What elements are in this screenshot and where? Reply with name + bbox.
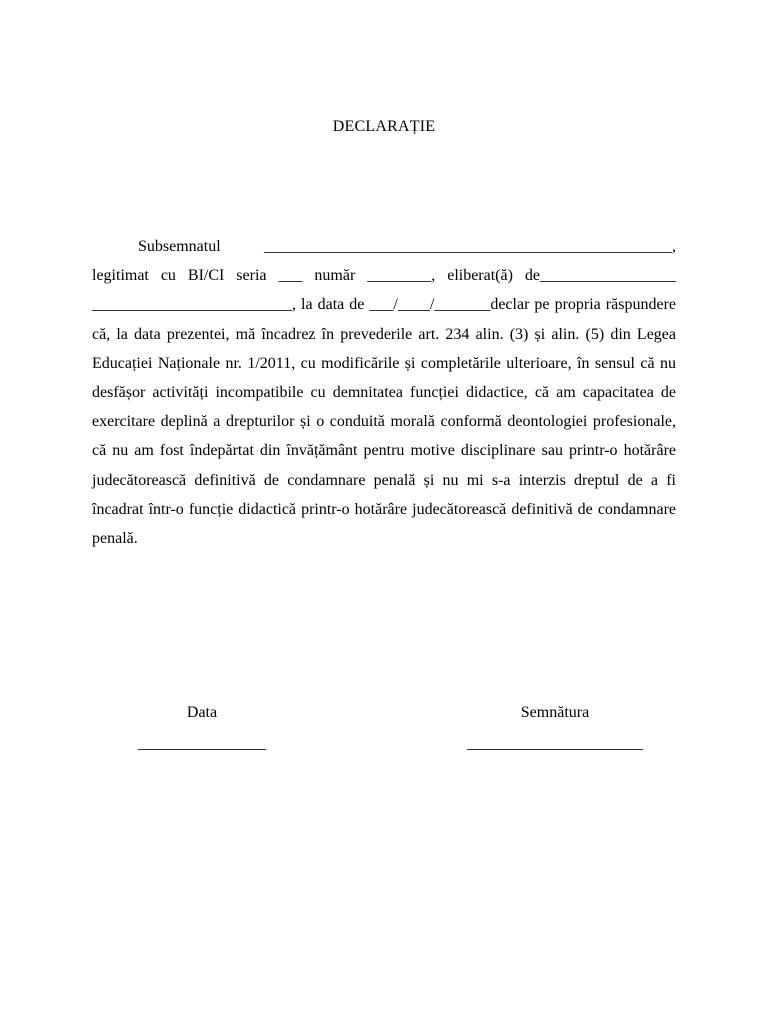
signature-blank-line: ______________________ (467, 735, 643, 752)
declaration-text: Subsemnatul ___________________________________________________, legitimat cu BI/CI seria ___ număr ________, eliberat(ă) de_________________ _________________________, la data de ___/____/_______declar pe propria răspundere că, la data prezentei, mă încadrez în prevederile art. 234 alin. (3) și alin. (5) din Legea Educației Naționale nr. 1/2011, cu modificările și completările ulterioare, în sensul că nu desfășor activități incompatibile cu demnitatea funcției didactice, că am capacitatea de exercitare deplină a drepturilor și o conduită morală conformă deontologiei profesionale, că nu am fost îndepărtat din învățământ pentru motive disciplinare sau printr-o hotărâre judecătorească definitivă de condamnare penală și nu mi s-a interzis dreptul de a fi încadrat într-o funcție didactică printr-o hotărâre judecătorească definitivă de condamnare penală. (92, 238, 676, 548)
signature-block (464, 702, 646, 754)
declaration-body (92, 232, 676, 553)
signature-label: Semnătura (520, 704, 590, 721)
document-title: DECLARAȚIE (332, 118, 436, 135)
date-block (138, 702, 266, 754)
date-label: Data (186, 704, 218, 721)
date-blank-line: ________________ (138, 735, 266, 752)
